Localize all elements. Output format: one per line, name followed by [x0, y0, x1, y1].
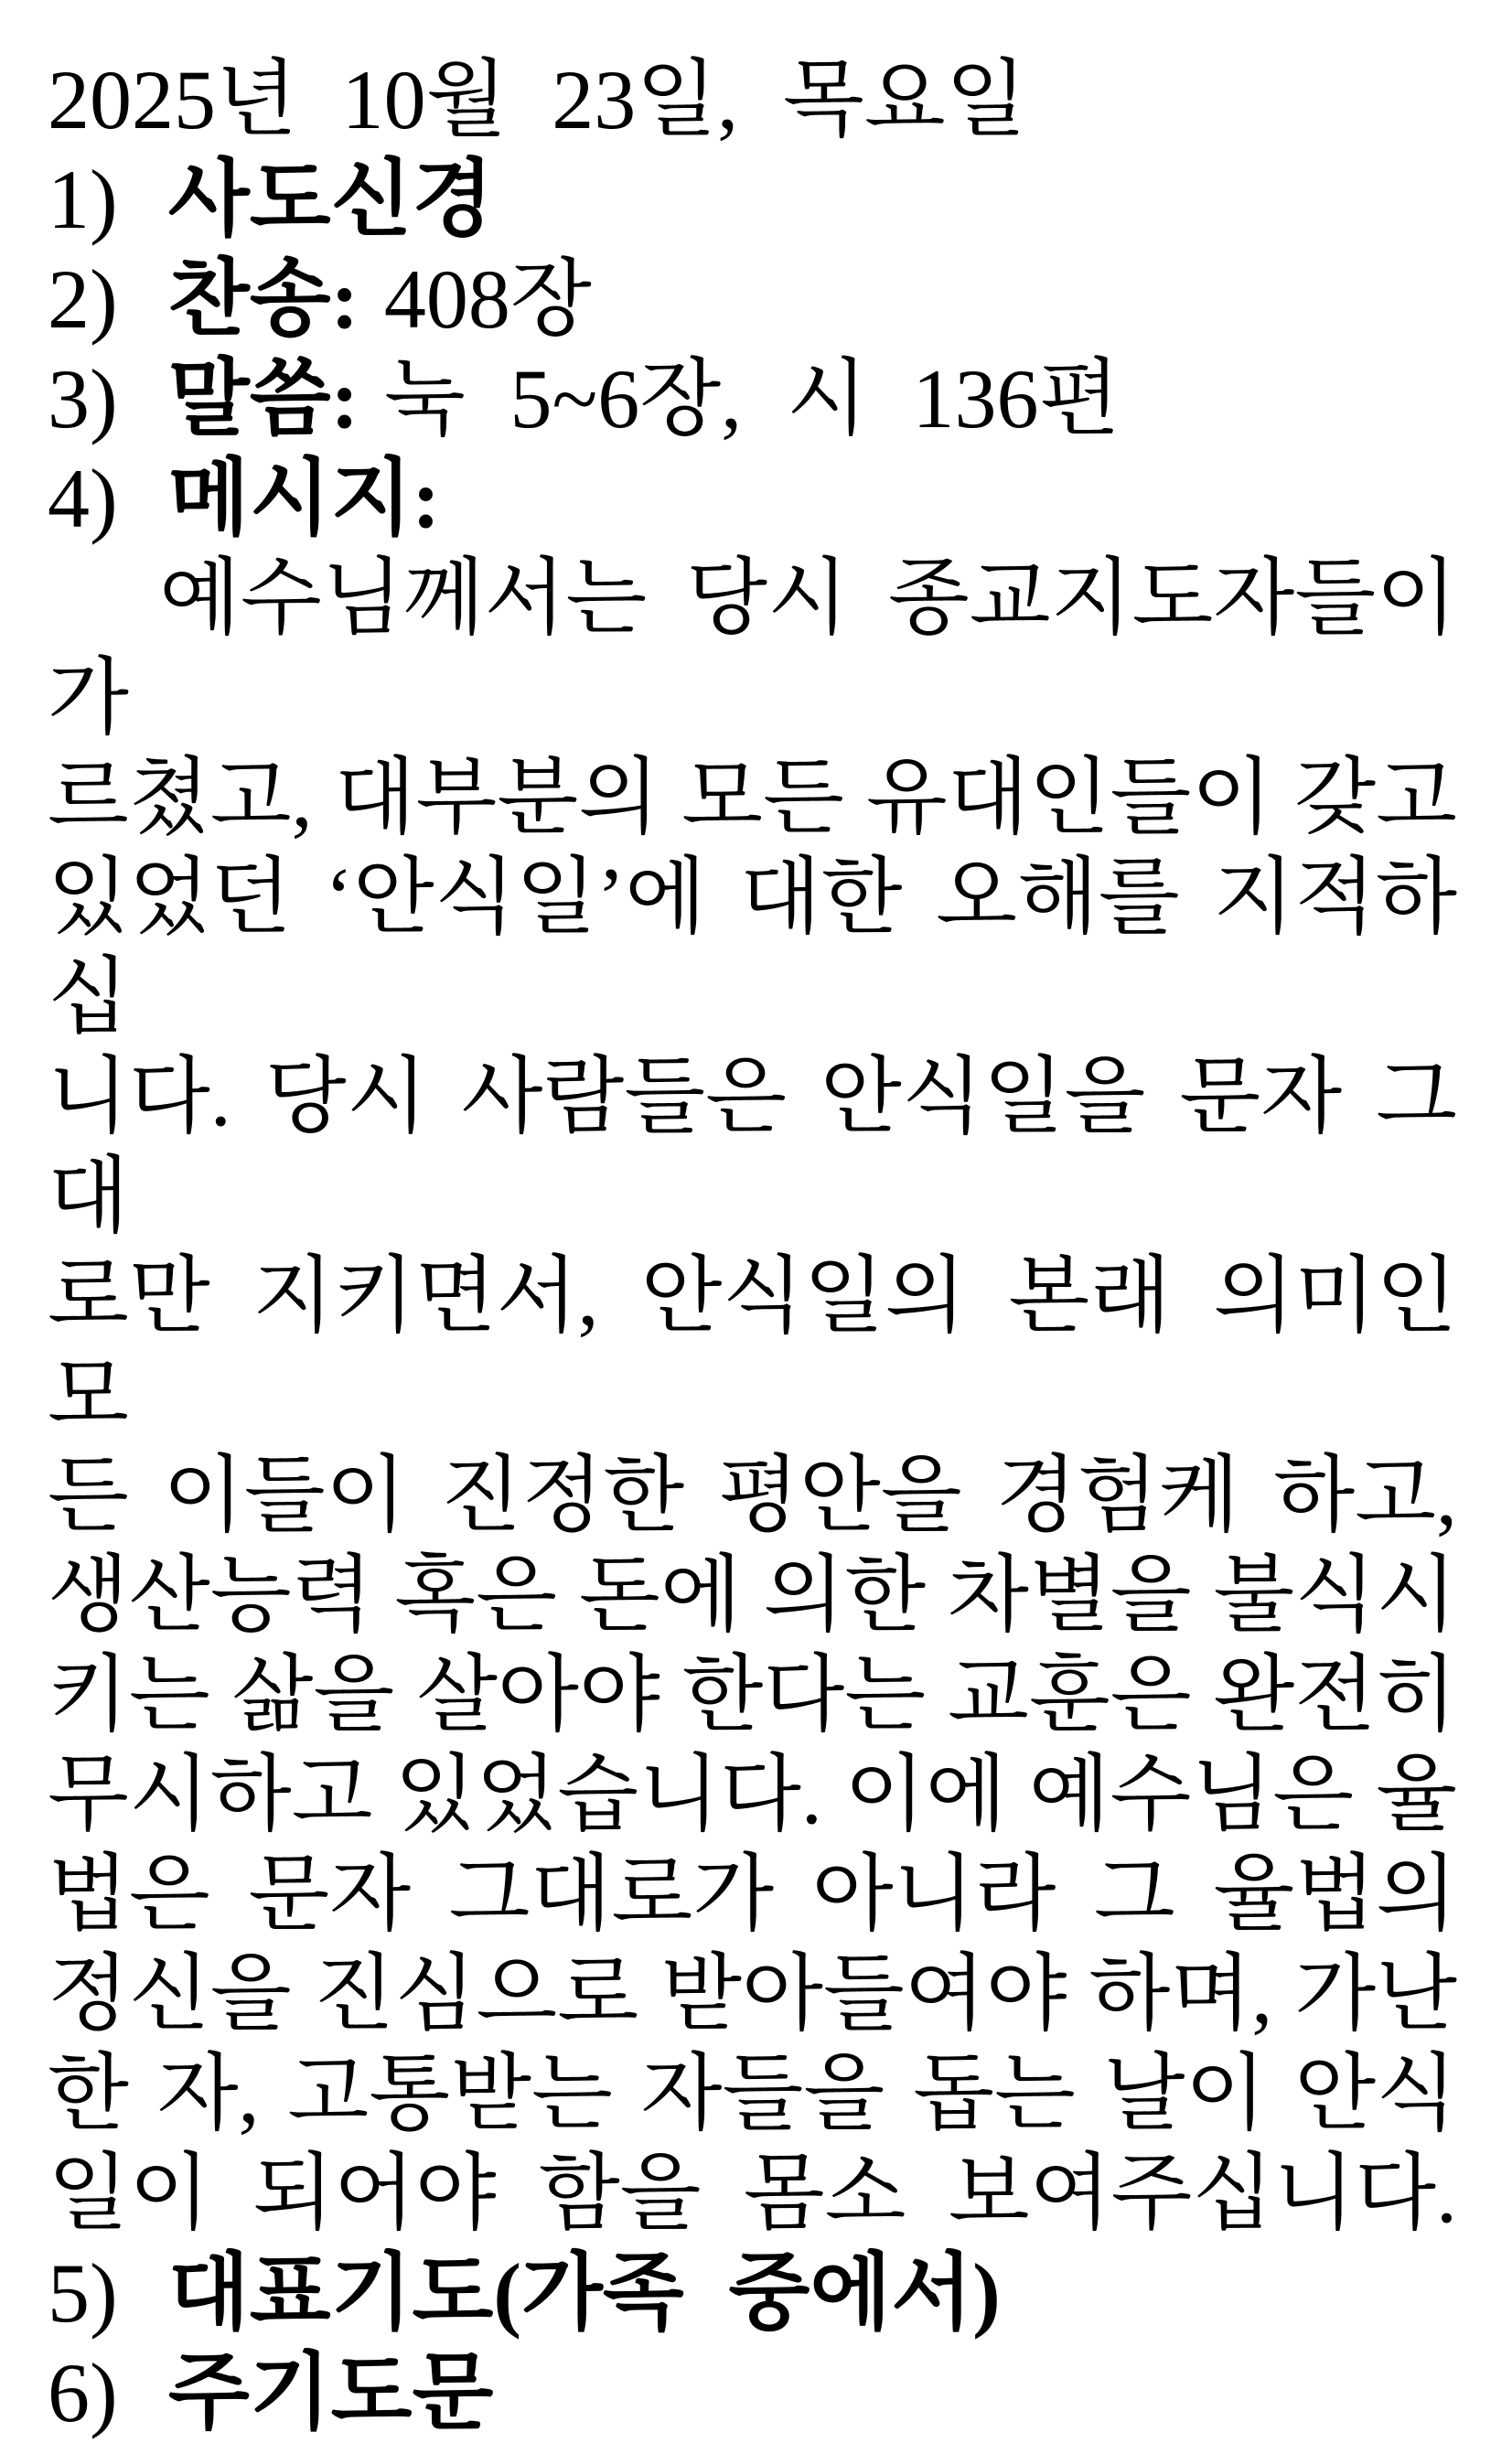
- message-line: 르쳤고, 대부분의 모든 유대인들이 갖고: [48, 751, 1457, 844]
- item-label: 주기도문: [167, 2346, 494, 2439]
- item-number: 1): [48, 153, 118, 246]
- list-item-apostles-creed: [48, 150, 1457, 250]
- list-item-hymn: [48, 250, 1457, 349]
- item-value: 눅 5~6장, 시 136편: [383, 352, 1121, 445]
- item-number: 4): [48, 452, 118, 545]
- message-line: 무시하고 있었습니다. 이에 예수님은 율: [48, 1748, 1457, 1841]
- message-line: 일이 되어야 함을 몸소 보여주십니다.: [48, 2147, 1457, 2240]
- list-item-lords-prayer: [48, 2343, 1457, 2443]
- item-label: 메시지:: [167, 452, 441, 545]
- item-label: 찬송:: [167, 252, 359, 346]
- message-line: 있었던 ‘안식일’에 대한 오해를 지적하십: [48, 851, 1457, 1044]
- message-line: 니다. 당시 사람들은 안식일을 문자 그대: [48, 1050, 1457, 1243]
- item-number: 3): [48, 352, 118, 445]
- item-number: 6): [48, 2346, 118, 2439]
- list-item-representative-prayer: [48, 2244, 1457, 2343]
- item-number: 5): [48, 2246, 118, 2340]
- message-line: 키는 삶을 살아야 한다는 교훈은 완전히: [48, 1648, 1457, 1741]
- item-label: 사도신경: [167, 153, 494, 246]
- message-line: 든 이들이 진정한 평안을 경험케 하고,: [48, 1449, 1457, 1542]
- list-item-scripture: [48, 349, 1457, 449]
- message-line: 예수님께서는 당시 종교지도자들이 가: [48, 552, 1457, 745]
- message-line: 로만 지키면서, 안식일의 본래 의미인 모: [48, 1249, 1457, 1442]
- item-label: 말씀:: [167, 352, 359, 445]
- item-label: 대표기도(가족 중에서): [167, 2246, 1001, 2340]
- message-paragraph: [48, 549, 1457, 2244]
- message-line: 한 자, 고통받는 자들을 돕는 날이 안식: [48, 2047, 1457, 2140]
- message-line: 정신을 진심으로 받아들여야 하며, 가난: [48, 1947, 1457, 2041]
- list-item-message: [48, 449, 1457, 549]
- date-line: 2025년 10월 23일, 목요일: [48, 53, 1027, 146]
- item-number: 2): [48, 252, 118, 346]
- message-line: 법은 문자 그대로가 아니라 그 율법의: [48, 1848, 1457, 1941]
- item-value: 408장: [383, 252, 592, 346]
- message-line: 생산능력 혹은 돈에 의한 차별을 불식시: [48, 1548, 1457, 1642]
